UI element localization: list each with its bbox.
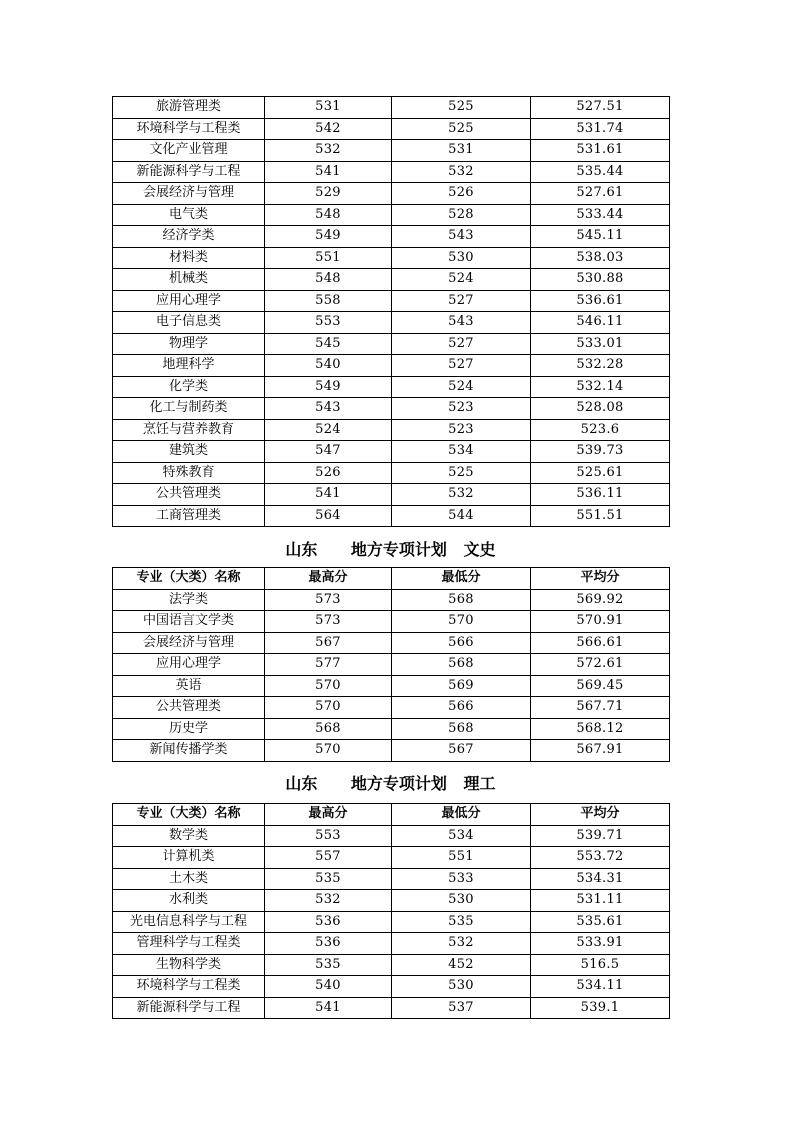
cell-min-score: 543 (392, 312, 531, 334)
cell-avg-score: 528.08 (531, 398, 670, 420)
cell-min-score: 532 (392, 933, 531, 955)
cell-max-score: 529 (265, 183, 392, 205)
table-row (113, 911, 670, 933)
cell-major: 新闻传播学类 (113, 740, 265, 762)
cell-min-score: 526 (392, 183, 531, 205)
cell-max-score: 532 (265, 890, 392, 912)
cell-max-score: 553 (265, 312, 392, 334)
cell-max-score: 567 (265, 632, 392, 654)
table-body (113, 97, 670, 527)
table-row (113, 441, 670, 463)
table-body (113, 589, 670, 761)
cell-min-score: 523 (392, 419, 531, 441)
cell-max-score: 542 (265, 118, 392, 140)
cell-avg-score: 538.03 (531, 247, 670, 269)
cell-avg-score: 545.11 (531, 226, 670, 248)
cell-max-score: 564 (265, 505, 392, 527)
cell-min-score: 569 (392, 675, 531, 697)
cell-avg-score: 551.51 (531, 505, 670, 527)
cell-avg-score: 523.6 (531, 419, 670, 441)
cell-min-score: 566 (392, 697, 531, 719)
cell-major: 经济学类 (113, 226, 265, 248)
table-row (113, 333, 670, 355)
cell-max-score: 573 (265, 611, 392, 633)
cell-max-score: 570 (265, 697, 392, 719)
cell-major: 中国语言文学类 (113, 611, 265, 633)
section-heading-science-engineering: 山东 地方专项计划 理工 (285, 774, 496, 793)
header-row (113, 568, 670, 590)
cell-max-score: 540 (265, 355, 392, 377)
cell-major: 环境科学与工程类 (113, 976, 265, 998)
cell-min-score: 532 (392, 484, 531, 506)
table-row (113, 654, 670, 676)
cell-min-score: 528 (392, 204, 531, 226)
cell-avg-score: 531.11 (531, 890, 670, 912)
cell-major: 新能源科学与工程 (113, 161, 265, 183)
cell-avg-score: 527.61 (531, 183, 670, 205)
cell-max-score: 524 (265, 419, 392, 441)
table-row (113, 847, 670, 869)
cell-min-score: 568 (392, 718, 531, 740)
table-row (113, 118, 670, 140)
score-table-liberal-arts (112, 567, 670, 762)
cell-major: 材料类 (113, 247, 265, 269)
cell-major: 水利类 (113, 890, 265, 912)
cell-major: 公共管理类 (113, 697, 265, 719)
cell-avg-score: 531.74 (531, 118, 670, 140)
score-table-continued (112, 96, 670, 527)
table-row (113, 226, 670, 248)
cell-major: 管理科学与工程类 (113, 933, 265, 955)
table-row (113, 632, 670, 654)
table-row (113, 868, 670, 890)
cell-min-score: 530 (392, 890, 531, 912)
cell-avg-score: 516.5 (531, 954, 670, 976)
cell-major: 会展经济与管理 (113, 183, 265, 205)
cell-avg-score: 533.91 (531, 933, 670, 955)
cell-major: 生物科学类 (113, 954, 265, 976)
table-row (113, 718, 670, 740)
cell-major: 数学类 (113, 825, 265, 847)
cell-avg-score: 536.11 (531, 484, 670, 506)
cell-max-score: 532 (265, 140, 392, 162)
score-table-science-engineering (112, 803, 670, 1019)
table-row (113, 697, 670, 719)
cell-major: 历史学 (113, 718, 265, 740)
cell-min-score: 532 (392, 161, 531, 183)
cell-max-score: 570 (265, 740, 392, 762)
cell-major: 机械类 (113, 269, 265, 291)
table-row (113, 825, 670, 847)
cell-min-score: 543 (392, 226, 531, 248)
table-row (113, 269, 670, 291)
cell-major: 电子信息类 (113, 312, 265, 334)
cell-major: 建筑类 (113, 441, 265, 463)
header-max-score: 最高分 (265, 568, 392, 590)
table-row (113, 419, 670, 441)
table-row (113, 312, 670, 334)
cell-min-score: 525 (392, 118, 531, 140)
cell-avg-score: 539.71 (531, 825, 670, 847)
cell-max-score: 551 (265, 247, 392, 269)
cell-min-score: 567 (392, 740, 531, 762)
cell-min-score: 527 (392, 355, 531, 377)
cell-avg-score: 532.28 (531, 355, 670, 377)
cell-avg-score: 553.72 (531, 847, 670, 869)
table-row (113, 954, 670, 976)
cell-major: 土木类 (113, 868, 265, 890)
cell-major: 化学类 (113, 376, 265, 398)
header-min-score: 最低分 (392, 804, 531, 826)
cell-avg-score: 539.1 (531, 997, 670, 1019)
table-row (113, 183, 670, 205)
table-header (113, 568, 670, 590)
cell-major: 法学类 (113, 589, 265, 611)
cell-max-score: 531 (265, 97, 392, 119)
cell-max-score: 535 (265, 868, 392, 890)
table-row (113, 976, 670, 998)
cell-major: 文化产业管理 (113, 140, 265, 162)
cell-avg-score: 572.61 (531, 654, 670, 676)
cell-avg-score: 534.11 (531, 976, 670, 998)
table-row (113, 675, 670, 697)
cell-max-score: 549 (265, 376, 392, 398)
table-row (113, 161, 670, 183)
table-body (113, 825, 670, 1019)
cell-max-score: 541 (265, 484, 392, 506)
cell-min-score: 527 (392, 333, 531, 355)
cell-major: 公共管理类 (113, 484, 265, 506)
cell-min-score: 527 (392, 290, 531, 312)
cell-max-score: 570 (265, 675, 392, 697)
cell-min-score: 525 (392, 97, 531, 119)
cell-max-score: 548 (265, 204, 392, 226)
cell-avg-score: 533.44 (531, 204, 670, 226)
header-avg-score: 平均分 (531, 568, 670, 590)
cell-major: 化工与制药类 (113, 398, 265, 420)
cell-avg-score: 535.61 (531, 911, 670, 933)
cell-min-score: 537 (392, 997, 531, 1019)
cell-min-score: 525 (392, 462, 531, 484)
table-row (113, 484, 670, 506)
table-row (113, 890, 670, 912)
cell-max-score: 553 (265, 825, 392, 847)
cell-avg-score: 546.11 (531, 312, 670, 334)
cell-avg-score: 569.92 (531, 589, 670, 611)
cell-max-score: 547 (265, 441, 392, 463)
table-row (113, 355, 670, 377)
cell-max-score: 540 (265, 976, 392, 998)
cell-major: 物理学 (113, 333, 265, 355)
cell-major: 会展经济与管理 (113, 632, 265, 654)
cell-min-score: 452 (392, 954, 531, 976)
cell-min-score: 524 (392, 269, 531, 291)
cell-max-score: 526 (265, 462, 392, 484)
cell-avg-score: 527.51 (531, 97, 670, 119)
cell-avg-score: 569.45 (531, 675, 670, 697)
table-header (113, 804, 670, 826)
cell-major: 地理科学 (113, 355, 265, 377)
cell-max-score: 541 (265, 997, 392, 1019)
table-row (113, 462, 670, 484)
cell-avg-score: 535.44 (531, 161, 670, 183)
cell-max-score: 541 (265, 161, 392, 183)
cell-min-score: 523 (392, 398, 531, 420)
cell-max-score: 548 (265, 269, 392, 291)
cell-avg-score: 525.61 (531, 462, 670, 484)
header-min-score: 最低分 (392, 568, 531, 590)
cell-min-score: 531 (392, 140, 531, 162)
cell-major: 应用心理学 (113, 654, 265, 676)
cell-max-score: 535 (265, 954, 392, 976)
cell-major: 工商管理类 (113, 505, 265, 527)
cell-major: 特殊教育 (113, 462, 265, 484)
cell-min-score: 568 (392, 654, 531, 676)
table-row (113, 204, 670, 226)
cell-avg-score: 568.12 (531, 718, 670, 740)
cell-max-score: 577 (265, 654, 392, 676)
cell-avg-score: 567.71 (531, 697, 670, 719)
cell-avg-score: 534.31 (531, 868, 670, 890)
cell-avg-score: 570.91 (531, 611, 670, 633)
cell-major: 计算机类 (113, 847, 265, 869)
cell-min-score: 534 (392, 441, 531, 463)
table-row (113, 398, 670, 420)
cell-avg-score: 566.61 (531, 632, 670, 654)
section-heading-liberal-arts: 山东 地方专项计划 文史 (285, 540, 496, 559)
table-row (113, 247, 670, 269)
cell-major: 新能源科学与工程 (113, 997, 265, 1019)
header-major: 专业（大类）名称 (113, 804, 265, 826)
cell-avg-score: 567.91 (531, 740, 670, 762)
cell-max-score: 543 (265, 398, 392, 420)
cell-major: 环境科学与工程类 (113, 118, 265, 140)
cell-avg-score: 532.14 (531, 376, 670, 398)
table-row (113, 140, 670, 162)
table-row (113, 505, 670, 527)
header-row (113, 804, 670, 826)
cell-min-score: 551 (392, 847, 531, 869)
table-row (113, 290, 670, 312)
table-row (113, 997, 670, 1019)
cell-avg-score: 531.61 (531, 140, 670, 162)
cell-max-score: 568 (265, 718, 392, 740)
table-row (113, 97, 670, 119)
cell-max-score: 549 (265, 226, 392, 248)
cell-min-score: 534 (392, 825, 531, 847)
cell-major: 光电信息科学与工程 (113, 911, 265, 933)
cell-max-score: 545 (265, 333, 392, 355)
cell-min-score: 524 (392, 376, 531, 398)
cell-max-score: 536 (265, 911, 392, 933)
cell-min-score: 533 (392, 868, 531, 890)
cell-min-score: 568 (392, 589, 531, 611)
cell-major: 烹饪与营养教育 (113, 419, 265, 441)
table-row (113, 933, 670, 955)
cell-max-score: 573 (265, 589, 392, 611)
cell-min-score: 570 (392, 611, 531, 633)
cell-avg-score: 530.88 (531, 269, 670, 291)
cell-major: 英语 (113, 675, 265, 697)
table-row (113, 611, 670, 633)
cell-major: 旅游管理类 (113, 97, 265, 119)
cell-max-score: 536 (265, 933, 392, 955)
cell-min-score: 530 (392, 976, 531, 998)
table-row (113, 589, 670, 611)
header-max-score: 最高分 (265, 804, 392, 826)
table-row (113, 376, 670, 398)
cell-avg-score: 539.73 (531, 441, 670, 463)
cell-min-score: 535 (392, 911, 531, 933)
cell-max-score: 557 (265, 847, 392, 869)
cell-min-score: 566 (392, 632, 531, 654)
cell-max-score: 558 (265, 290, 392, 312)
cell-major: 电气类 (113, 204, 265, 226)
table-row (113, 740, 670, 762)
header-avg-score: 平均分 (531, 804, 670, 826)
cell-avg-score: 536.61 (531, 290, 670, 312)
cell-min-score: 544 (392, 505, 531, 527)
cell-avg-score: 533.01 (531, 333, 670, 355)
cell-min-score: 530 (392, 247, 531, 269)
cell-major: 应用心理学 (113, 290, 265, 312)
header-major: 专业（大类）名称 (113, 568, 265, 590)
